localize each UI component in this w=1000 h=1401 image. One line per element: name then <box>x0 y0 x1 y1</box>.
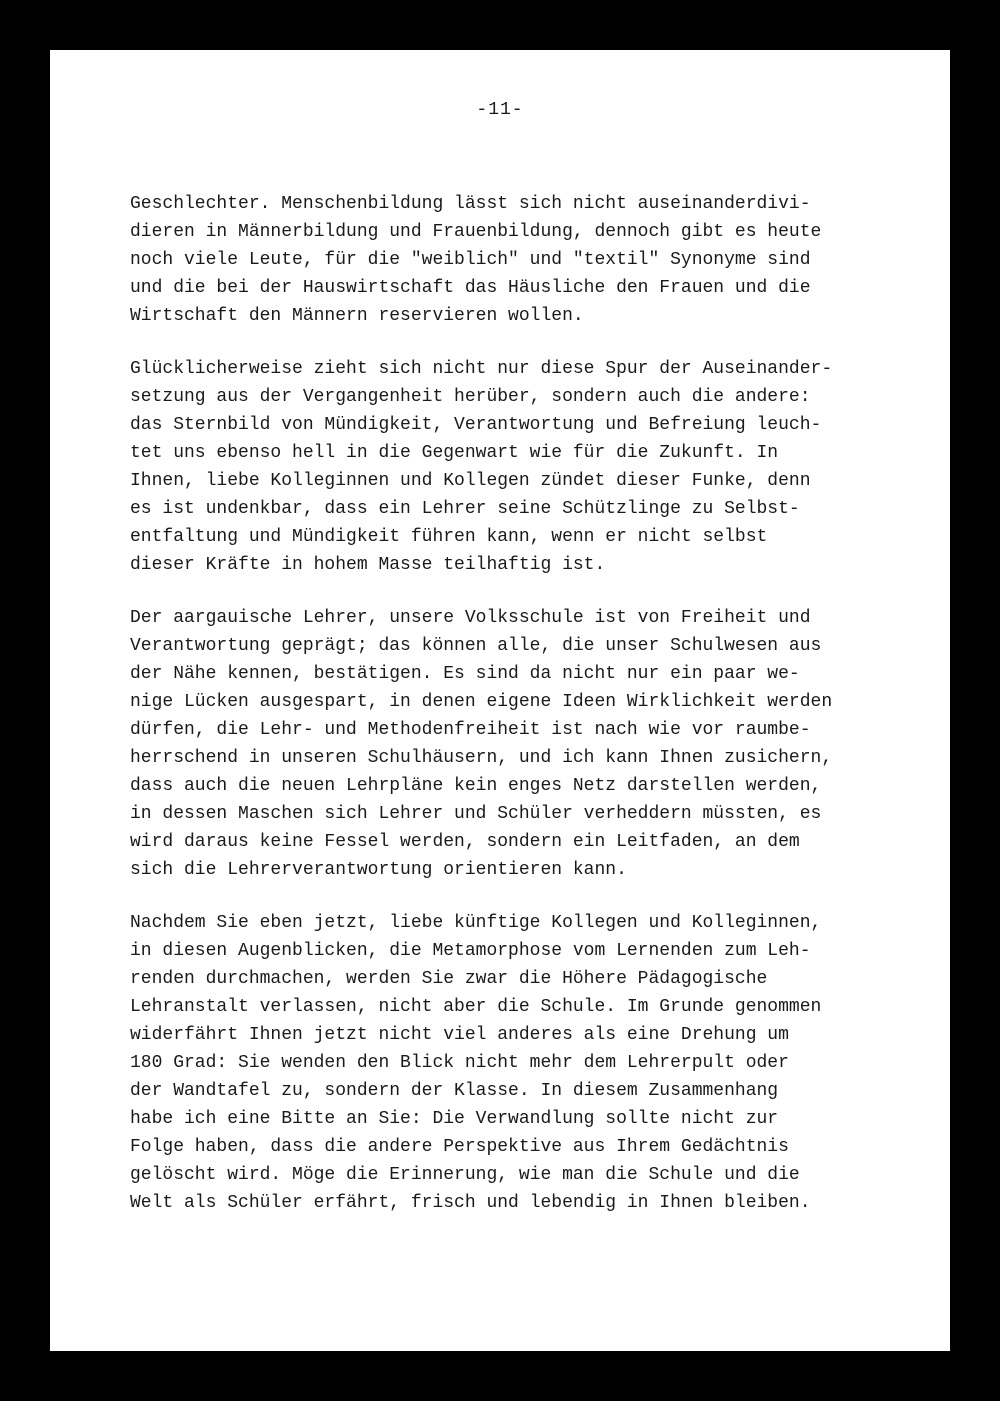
text-line: herrschend in unseren Schulhäusern, und ich kann Ihnen zusichern, <box>130 748 833 768</box>
text-line: dieren in Männerbildung und Frauenbildung, dennoch gibt es heute <box>130 222 822 242</box>
page-number: -11- <box>476 100 524 120</box>
text-line: dieser Kräfte in hohem Masse teilhaftig ist. <box>130 555 606 575</box>
text-line: tet uns ebenso hell in die Gegenwart wie für die Zukunft. In <box>130 443 779 463</box>
document-page <box>50 50 950 1351</box>
text-line: gelöscht wird. Möge die Erinnerung, wie man die Schule und die <box>130 1165 800 1185</box>
text-line: widerfährt Ihnen jetzt nicht viel anderes als eine Drehung um <box>130 1025 789 1045</box>
paragraph <box>130 909 880 1217</box>
text-line: und die bei der Hauswirtschaft das Häusliche den Frauen und die <box>130 278 811 298</box>
text-line: renden durchmachen, werden Sie zwar die Höhere Pädagogische <box>130 969 768 989</box>
text-line: Nachdem Sie eben jetzt, liebe künftige Kollegen und Kolleginnen, <box>130 913 822 933</box>
text-line: wird daraus keine Fessel werden, sondern ein Leitfaden, an dem <box>130 832 800 852</box>
body-text <box>130 190 880 1242</box>
text-line: in dessen Maschen sich Lehrer und Schüler verheddern müssten, es <box>130 804 822 824</box>
text-line: Geschlechter. Menschenbildung lässt sich nicht auseinanderdivi- <box>130 194 811 214</box>
text-line: Folge haben, dass die andere Perspektive aus Ihrem Gedächtnis <box>130 1137 789 1157</box>
text-line: Ihnen, liebe Kolleginnen und Kollegen zündet dieser Funke, denn <box>130 471 811 491</box>
text-line: sich die Lehrerverantwortung orientieren kann. <box>130 860 627 880</box>
text-line: entfaltung und Mündigkeit führen kann, wenn er nicht selbst <box>130 527 768 547</box>
text-line: Glücklicherweise zieht sich nicht nur diese Spur der Auseinander- <box>130 359 833 379</box>
paragraph <box>130 190 880 330</box>
text-line: dass auch die neuen Lehrpläne kein enges Netz darstellen werden, <box>130 776 822 796</box>
text-line: setzung aus der Vergangenheit herüber, sondern auch die andere: <box>130 387 811 407</box>
text-line: in diesen Augenblicken, die Metamorphose vom Lernenden zum Leh- <box>130 941 811 961</box>
text-line: 180 Grad: Sie wenden den Blick nicht mehr dem Lehrerpult oder <box>130 1053 789 1073</box>
text-line: Wirtschaft den Männern reservieren wollen. <box>130 306 584 326</box>
paragraph <box>130 604 880 884</box>
text-line: noch viele Leute, für die "weiblich" und "textil" Synonyme sind <box>130 250 811 270</box>
text-line: das Sternbild von Mündigkeit, Verantwortung und Befreiung leuch- <box>130 415 822 435</box>
text-line: nige Lücken ausgespart, in denen eigene Ideen Wirklichkeit werden <box>130 692 833 712</box>
text-line: der Wandtafel zu, sondern der Klasse. In diesem Zusammenhang <box>130 1081 779 1101</box>
text-line: Welt als Schüler erfährt, frisch und lebendig in Ihnen bleiben. <box>130 1193 811 1213</box>
text-line: es ist undenkbar, dass ein Lehrer seine Schützlinge zu Selbst- <box>130 499 800 519</box>
text-line: habe ich eine Bitte an Sie: Die Verwandlung sollte nicht zur <box>130 1109 779 1129</box>
text-line: Der aargauische Lehrer, unsere Volksschule ist von Freiheit und <box>130 608 811 628</box>
text-line: Lehranstalt verlassen, nicht aber die Schule. Im Grunde genommen <box>130 997 822 1017</box>
paragraph <box>130 355 880 579</box>
text-line: Verantwortung geprägt; das können alle, die unser Schulwesen aus <box>130 636 822 656</box>
text-line: der Nähe kennen, bestätigen. Es sind da nicht nur ein paar we- <box>130 664 800 684</box>
text-line: dürfen, die Lehr- und Methodenfreiheit ist nach wie vor raumbe- <box>130 720 811 740</box>
